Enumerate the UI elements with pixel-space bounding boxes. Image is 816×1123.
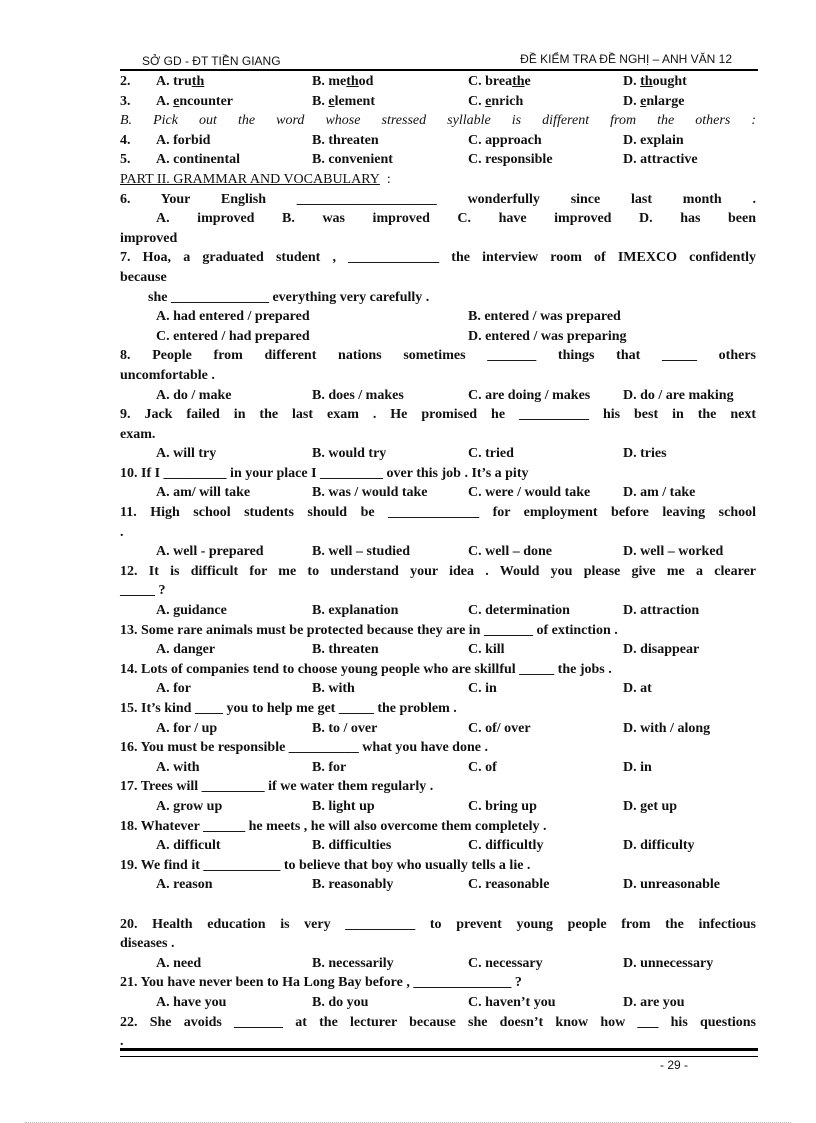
- option: C. tried: [468, 446, 514, 462]
- option: C. breathe: [468, 74, 531, 89]
- option: D. enlarge: [623, 93, 685, 109]
- option: A. will try: [156, 446, 217, 462]
- option: A. difficult: [156, 838, 221, 854]
- option: C. were / would take: [468, 485, 591, 501]
- question-row: 2. A. truth B. method C. breathe D. thought: [120, 72, 756, 92]
- option: A. for: [156, 681, 191, 697]
- option: D. unnecessary: [623, 955, 714, 971]
- option: D. unreasonable: [623, 877, 720, 893]
- question-text: 10. If I _________ in your place I _________ over this job . It’s a pity: [120, 465, 529, 481]
- header-left: SỞ GD - ĐT TIỀN GIANG: [142, 54, 281, 68]
- option: A. truth: [156, 74, 205, 89]
- option: C. difficultly: [468, 838, 544, 854]
- option: D. disappear: [623, 642, 700, 658]
- header-rule: [120, 69, 758, 71]
- option: C. well – done: [468, 544, 552, 560]
- option: B. does / makes: [312, 387, 404, 403]
- answer-options: [120, 875, 756, 895]
- option: C. necessary: [468, 955, 543, 971]
- option: A. guidance: [156, 603, 227, 619]
- answer-options: [120, 386, 756, 406]
- answer-options: [120, 542, 756, 562]
- answer-options: [120, 719, 756, 739]
- option: C. enrich: [468, 93, 524, 109]
- option: B. would try: [312, 446, 387, 462]
- option: B. method: [312, 74, 374, 89]
- option: B. was / would take: [312, 485, 428, 501]
- answer-options: [120, 679, 756, 699]
- question-text: she ______________ everything very carefully .: [148, 289, 430, 305]
- question-row: 4. A. forbid B. threaten C. approach D. explain: [120, 132, 684, 148]
- option: C. kill: [468, 642, 505, 658]
- option: A. well - prepared: [156, 544, 264, 560]
- question-text: 12. It is difficult for me to understand your idea . Would you please give me a clearer: [120, 563, 756, 579]
- question-text: 9. Jack failed in the last exam . He promised he __________ his best in the next: [120, 407, 756, 423]
- option: A. danger: [156, 642, 216, 658]
- option: D. get up: [623, 798, 678, 814]
- option: D. well – worked: [623, 544, 724, 560]
- option: D. in: [623, 759, 652, 775]
- option: C. are doing / makes: [468, 387, 591, 403]
- option: A. do / make: [156, 387, 232, 403]
- answer-options: [120, 601, 756, 621]
- answer-options: [120, 836, 756, 856]
- option: C. in: [468, 681, 497, 697]
- answer-options: [120, 307, 756, 327]
- option: B. well – studied: [312, 544, 411, 560]
- question-text: diseases .: [120, 936, 175, 952]
- option: C. determination: [468, 603, 570, 619]
- option: B. threaten: [312, 642, 379, 658]
- question-text: 11. High school students should be _____________ for employment before leaving school: [120, 505, 756, 521]
- option: B. necessarily: [312, 955, 394, 971]
- question-row: 5. A. continental B. convenient C. responsible D. attractive: [120, 152, 698, 168]
- answer-options: [120, 758, 756, 778]
- header-right: ĐỀ KIỂM TRA ĐỀ NGHỊ – ANH VĂN 12: [520, 52, 732, 66]
- page-number: - 29 -: [660, 1058, 689, 1072]
- option: B. for: [312, 759, 347, 775]
- option: C. reasonable: [468, 877, 550, 893]
- answer-options: [120, 954, 756, 974]
- option: C. bring up: [468, 798, 537, 814]
- question-text: 22. She avoids _______ at the lecturer because she doesn’t know how ___ his questions: [120, 1014, 756, 1030]
- question-text: 13. Some rare animals must be protected because they are in _______ of extinction .: [120, 622, 618, 638]
- option: B. light up: [312, 798, 375, 814]
- answer-options: [120, 640, 756, 660]
- answer-options: [120, 483, 756, 503]
- question-text: 15. It’s kind ____ you to help me get _____ the problem .: [120, 701, 457, 716]
- option: A. am/ will take: [156, 485, 251, 501]
- option: D. am / take: [623, 485, 696, 501]
- question-text: 14. Lots of companies tend to choose young people who are skillful _____ the jobs .: [120, 661, 612, 677]
- question-text: 20. Health education is very __________ to prevent young people from the infectious: [120, 916, 756, 932]
- question-text: _____ ?: [120, 583, 166, 599]
- question-text: because: [120, 269, 167, 285]
- question-text: A. improved B. was improved C. have improved D. has been: [156, 211, 756, 227]
- part-ii-heading: PART II. GRAMMAR AND VOCABULARY :: [120, 171, 391, 187]
- option: A. need: [156, 955, 202, 971]
- question-text: .: [120, 524, 124, 540]
- option: D. with / along: [623, 720, 711, 736]
- question-lines: [120, 190, 756, 1052]
- section-b-instruction: B. Pick out the word whose stressed syllable is different from the others :: [120, 113, 756, 129]
- question-text: 17. Trees will _________ if we water them regularly .: [120, 779, 434, 795]
- option: A. have you: [156, 994, 227, 1010]
- answer-options: [120, 797, 756, 817]
- answer-options: [120, 993, 756, 1013]
- option: D. thought: [623, 74, 687, 89]
- option: A. for / up: [156, 720, 218, 736]
- option: D. do / are making: [623, 387, 734, 403]
- option: B. reasonably: [312, 877, 394, 893]
- blank-line: [120, 895, 756, 915]
- option: C. of/ over: [468, 720, 531, 736]
- option: D. are you: [623, 994, 685, 1010]
- question-text: 21. You have never been to Ha Long Bay before , ______________ ?: [120, 975, 522, 991]
- option: C. entered / had prepared: [156, 328, 310, 344]
- question-text: .: [120, 1034, 124, 1050]
- option: D. at: [623, 681, 652, 697]
- option: D. attraction: [623, 603, 700, 619]
- option: B. to / over: [312, 720, 378, 736]
- footer-rule: [120, 1048, 758, 1057]
- exam-content: [120, 72, 756, 1052]
- option: B. element: [312, 93, 375, 109]
- option: A. grow up: [156, 798, 223, 814]
- question-text: 7. Hoa, a graduated student , _____________ the interview room of IMEXCO confidently: [120, 250, 756, 266]
- option: C. haven’t you: [468, 994, 556, 1010]
- option: A. reason: [156, 877, 213, 893]
- answer-options: [120, 444, 756, 464]
- option: B. explanation: [312, 603, 399, 619]
- page-header: [120, 52, 758, 70]
- option: D. entered / was preparing: [468, 328, 627, 344]
- option: B. difficulties: [312, 838, 392, 854]
- option: B. with: [312, 681, 355, 697]
- question-row: 3. A. encounter B. element C. enrich D. enlarge: [120, 92, 756, 112]
- question-text: 6. Your English ____________________ wonderfully since last month .: [120, 191, 756, 207]
- option: C. of: [468, 759, 497, 775]
- option: B. do you: [312, 994, 369, 1010]
- question-text: 8. People from different nations sometimes _______ things that _____ others: [120, 348, 756, 364]
- option: A. had entered / prepared: [156, 309, 310, 325]
- question-text: 16. You must be responsible __________ what you have done .: [120, 740, 488, 756]
- option: A. encounter: [156, 93, 234, 109]
- question-text: 18. Whatever ______ he meets , he will also overcome them completely .: [120, 818, 547, 834]
- question-text: 19. We find it ___________ to believe that boy who usually tells a lie .: [120, 857, 531, 873]
- option: A. with: [156, 759, 200, 775]
- option: D. tries: [623, 446, 667, 462]
- question-text: uncomfortable .: [120, 367, 215, 383]
- question-text: exam.: [120, 426, 156, 442]
- question-text: improved: [120, 230, 178, 246]
- option: D. difficulty: [623, 838, 695, 854]
- option: B. entered / was prepared: [468, 309, 621, 325]
- answer-options: [120, 327, 756, 347]
